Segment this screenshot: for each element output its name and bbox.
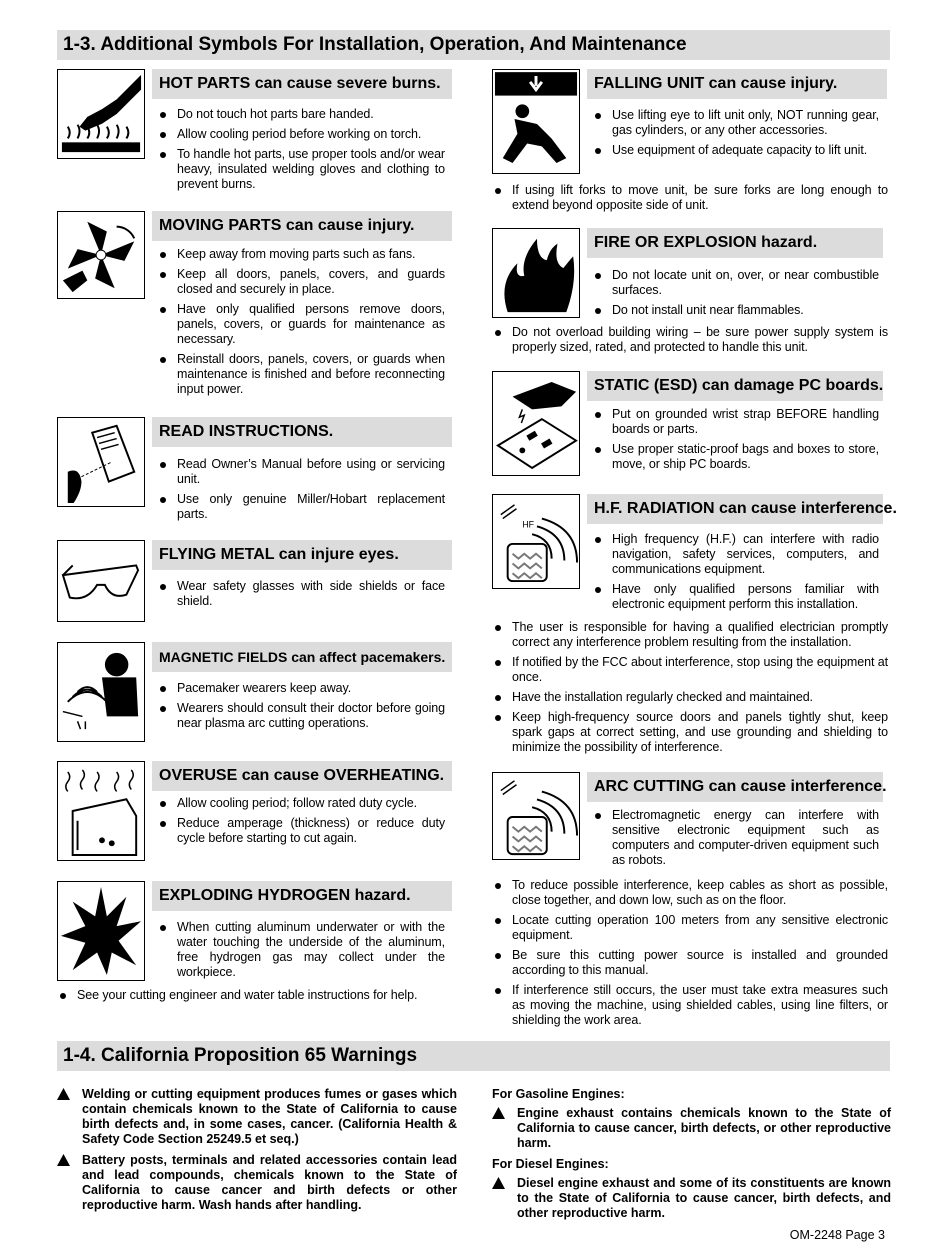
fan-hand-icon — [57, 211, 145, 299]
overuse-list — [157, 796, 445, 851]
prop65-item — [492, 1176, 891, 1221]
list-item: Do not overload building wiring – be sure power supply system is properly sized, rated, and protected to handle this unit. — [492, 325, 888, 355]
falling-unit-extra — [492, 183, 888, 218]
prop65-item — [57, 1153, 457, 1213]
static-esd-icon — [492, 371, 580, 476]
moving-parts-title: MOVING PARTS can cause injury. — [152, 211, 452, 241]
prop65-right — [492, 1087, 891, 1227]
arc-cutting-extra — [492, 878, 888, 1033]
prop65-item — [57, 1087, 457, 1147]
hot-parts-title: HOT PARTS can cause severe burns. — [152, 69, 452, 99]
prop65-item — [492, 1106, 891, 1151]
list-item: Put on grounded wrist strap BEFORE handling boards or parts. — [592, 407, 879, 437]
section-1-4-title: 1-4. California Proposition 65 Warnings — [57, 1041, 890, 1071]
falling-unit-block — [492, 69, 888, 219]
overheating-icon — [57, 761, 145, 861]
list-item: High frequency (H.F.) can interfere with radio navigation, safety services, computers, and communications equipment. — [592, 532, 879, 577]
list-item: Electromagnetic energy can interfere with sensitive electronic equipment such as computers and computer-driven equipment such as robots. — [592, 808, 879, 868]
list-item: If using lift forks to move unit, be sure forks are long enough to extend beyond opposite side of unit. — [492, 183, 888, 213]
hot-parts-block — [57, 69, 457, 209]
moving-parts-block — [57, 211, 457, 411]
magnetic-fields-title: MAGNETIC FIELDS can affect pacemakers. — [152, 642, 452, 672]
fire-block — [492, 228, 888, 358]
list-item: Locate cutting operation 100 meters from any sensitive electronic equipment. — [492, 913, 888, 943]
list-item: To handle hot parts, use proper tools and/or wear heavy, insulated welding gloves and clothing to prevent burns. — [157, 147, 445, 192]
exploding-hydrogen-list — [157, 920, 445, 985]
hf-radiation-title: H.F. RADIATION can cause interference. — [587, 494, 883, 524]
warning-triangle-icon — [57, 1154, 70, 1166]
magnetic-fields-block — [57, 642, 457, 742]
arc-cutting-block — [492, 772, 888, 1032]
list-item: If notified by the FCC about interference, stop using the equipment at once. — [492, 655, 888, 685]
list-item: Use proper static-proof bags and boxes to store, move, or ship PC boards. — [592, 442, 879, 472]
list-item: Allow cooling period; follow rated duty cycle. — [157, 796, 445, 811]
hot-parts-icon — [57, 69, 145, 159]
read-instructions-title: READ INSTRUCTIONS. — [152, 417, 452, 447]
arc-cutting-title: ARC CUTTING can cause interference. — [587, 772, 883, 802]
list-item: Reduce amperage (thickness) or reduce duty cycle before starting to cut again. — [157, 816, 445, 846]
list-item: Do not install unit near flammables. — [592, 303, 879, 318]
section-1-3-title: 1-3. Additional Symbols For Installation, Operation, And Maintenance — [57, 30, 890, 60]
list-item: Use equipment of adequate capacity to lift unit. — [592, 143, 879, 158]
read-manual-icon — [57, 417, 145, 507]
arc-cutting-icon — [492, 772, 580, 860]
moving-parts-list — [157, 247, 445, 402]
list-item: Pacemaker wearers keep away. — [157, 681, 445, 696]
prop65-text: Engine exhaust contains chemicals known to the State of California to cause cancer, birth defects, or other reproductive harm. — [517, 1106, 891, 1150]
list-item: Have only qualified persons familiar with electronic equipment perform this installation. — [592, 582, 879, 612]
magnetic-fields-list — [157, 681, 445, 736]
list-item: Do not locate unit on, over, or near combustible surfaces. — [592, 268, 879, 298]
read-instructions-list — [157, 457, 445, 527]
flying-metal-block — [57, 540, 457, 625]
list-item: Read Owner’s Manual before using or servicing unit. — [157, 457, 445, 487]
list-item: Use only genuine Miller/Hobart replacement parts. — [157, 492, 445, 522]
list-item: Do not touch hot parts bare handed. — [157, 107, 445, 122]
falling-unit-icon — [492, 69, 580, 174]
read-instructions-block — [57, 417, 457, 537]
hf-label: HF — [522, 519, 535, 530]
warning-triangle-icon — [492, 1107, 505, 1119]
flying-metal-title: FLYING METAL can injure eyes. — [152, 540, 452, 570]
prop65-text: Welding or cutting equipment produces fumes or gases which contain chemicals known to the State of California to cause birth defects and, in some cases, cancer. (California Health & Safety Code Section 25249.5 et seq.) — [82, 1087, 457, 1146]
fire-title: FIRE OR EXPLOSION hazard. — [587, 228, 883, 258]
list-item: If interference still occurs, the user must take extra measures such as moving the machine, using shielded cables, using line filters, or shielding the work area. — [492, 983, 888, 1028]
explosion-icon — [57, 881, 145, 981]
arc-cutting-list — [592, 808, 879, 873]
page-footer: OM-2248 Page 3 — [789, 1228, 885, 1242]
fire-extra — [492, 325, 888, 360]
overuse-block — [57, 761, 457, 861]
list-item: Keep away from moving parts such as fans. — [157, 247, 445, 262]
list-item: See your cutting engineer and water table instructions for help. — [57, 988, 457, 1003]
prop65-text: Battery posts, terminals and related accessories contain lead and lead compounds, chemicals known to the State of California to cause cancer and birth defects or other reproductive harm. Wash hands after handling. — [82, 1153, 457, 1212]
warning-triangle-icon — [492, 1177, 505, 1189]
safety-glasses-icon — [57, 540, 145, 622]
hf-radiation-list — [592, 532, 879, 617]
list-item: Wear safety glasses with side shields or face shield. — [157, 579, 445, 609]
list-item: Reinstall doors, panels, covers, or guards when maintenance is finished and before reconnecting input power. — [157, 352, 445, 397]
list-item: Have the installation regularly checked and maintained. — [492, 690, 888, 705]
fire-icon — [492, 228, 580, 318]
hf-radiation-block — [492, 494, 897, 764]
list-item: Have only qualified persons remove doors, panels, covers, or guards for maintenance as necessary. — [157, 302, 445, 347]
exploding-hydrogen-title: EXPLODING HYDROGEN hazard. — [152, 881, 452, 911]
exploding-hydrogen-block — [57, 881, 457, 1006]
warning-triangle-icon — [57, 1088, 70, 1100]
list-item: When cutting aluminum underwater or with the water touching the underside of the aluminum, free hydrogen gas may collect under the workpiece. — [157, 920, 445, 980]
static-list — [592, 407, 879, 477]
hot-parts-list — [157, 107, 445, 197]
static-title: STATIC (ESD) can damage PC boards. — [587, 371, 883, 401]
list-item: Wearers should consult their doctor before going near plasma arc cutting operations. — [157, 701, 445, 731]
flying-metal-list — [157, 579, 445, 614]
pacemaker-icon — [57, 642, 145, 742]
list-item: Keep all doors, panels, covers, and guards closed and securely in place. — [157, 267, 445, 297]
exploding-hydrogen-extra — [57, 988, 457, 1008]
list-item: The user is responsible for having a qualified electrician promptly correct any interference problem resulting from the installation. — [492, 620, 888, 650]
overuse-title: OVERUSE can cause OVERHEATING. — [152, 761, 452, 791]
fire-list — [592, 268, 879, 323]
falling-unit-list — [592, 108, 879, 163]
list-item: To reduce possible interference, keep cables as short as possible, close together, and down low, such as on the floor. — [492, 878, 888, 908]
hf-radiation-icon — [492, 494, 580, 589]
prop65-left — [57, 1087, 457, 1219]
diesel-heading: For Diesel Engines: — [492, 1157, 609, 1171]
list-item: Use lifting eye to lift unit only, NOT running gear, gas cylinders, or any other accessories. — [592, 108, 879, 138]
gasoline-heading: For Gasoline Engines: — [492, 1087, 625, 1101]
list-item: Be sure this cutting power source is installed and grounded according to this manual. — [492, 948, 888, 978]
static-block — [492, 371, 888, 481]
prop65-text: Diesel engine exhaust and some of its constituents are known to the State of California to cause cancer, birth defects, and other reproductive harm. — [517, 1176, 891, 1220]
list-item: Keep high-frequency source doors and panels tightly shut, keep spark gaps at correct setting, and use grounding and shielding to minimize the possibility of interference. — [492, 710, 888, 755]
falling-unit-title: FALLING UNIT can cause injury. — [587, 69, 887, 99]
hf-radiation-extra — [492, 620, 888, 760]
list-item: Allow cooling period before working on torch. — [157, 127, 445, 142]
